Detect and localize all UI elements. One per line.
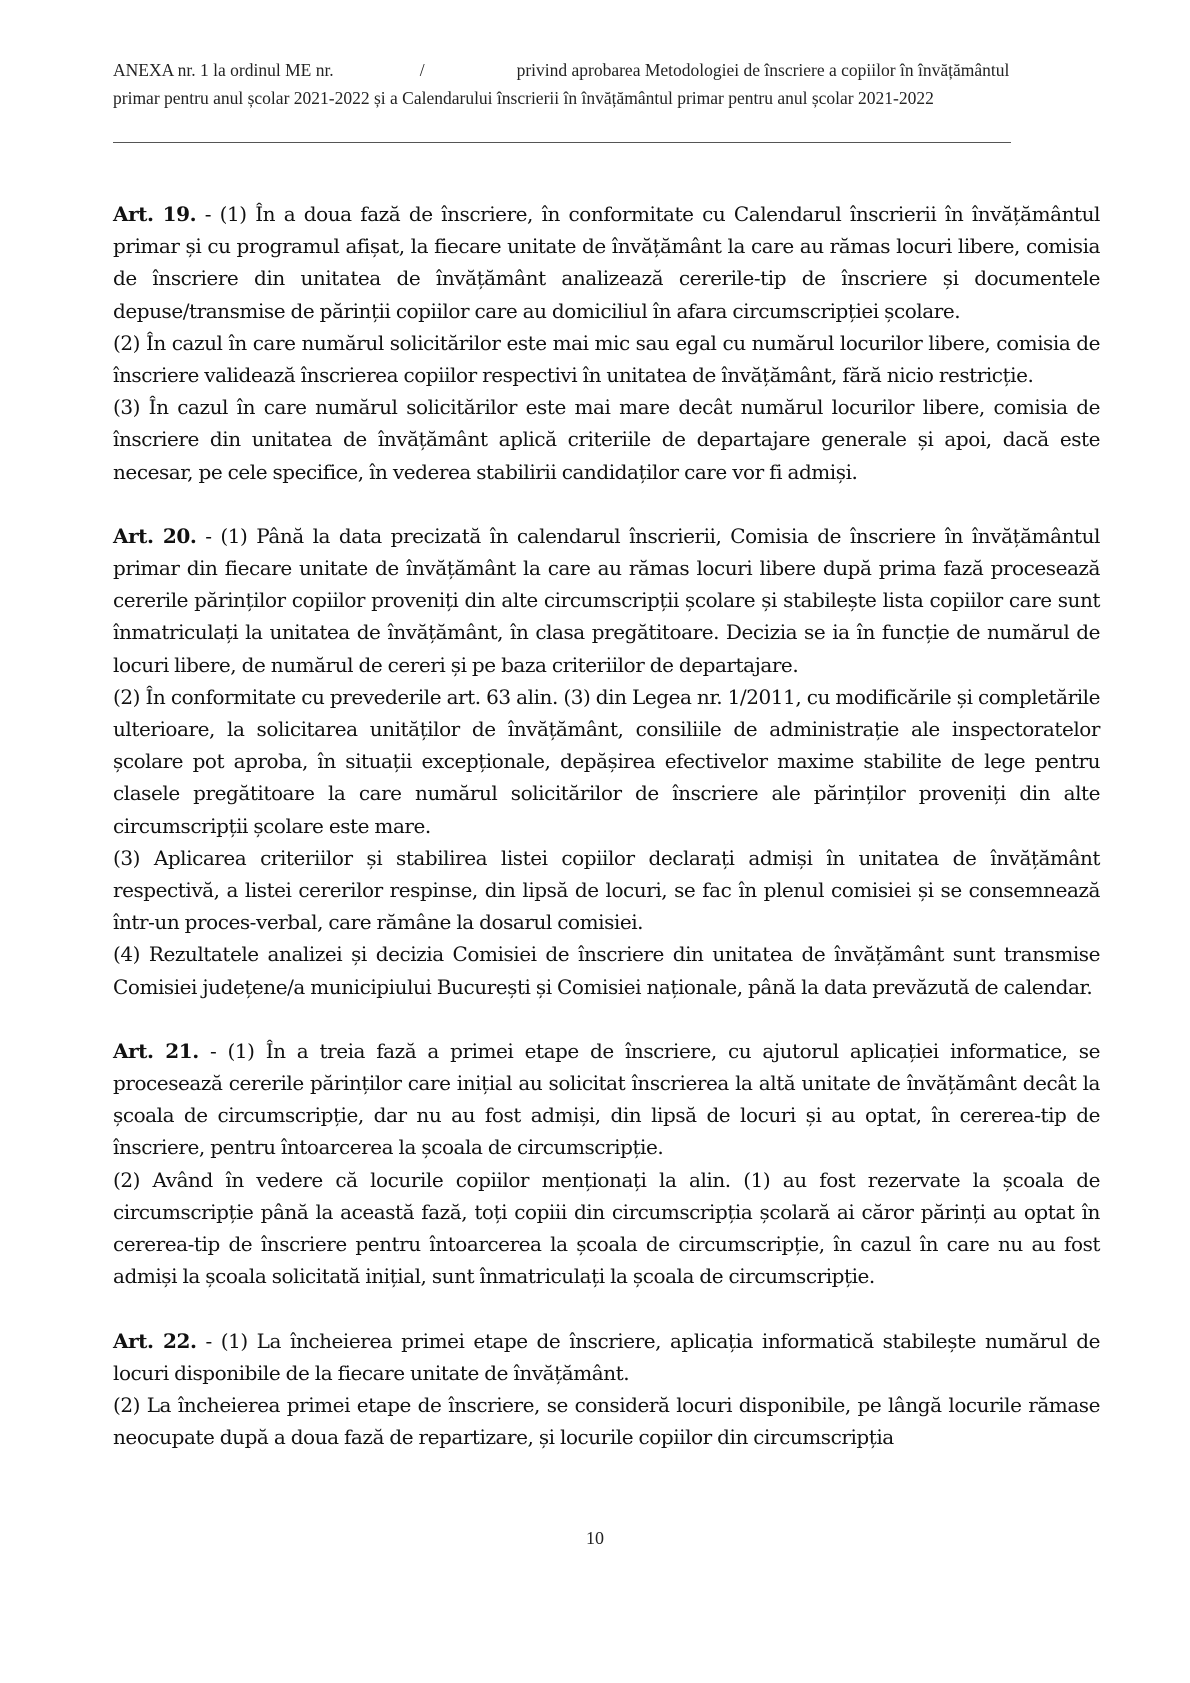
article-paragraph: (2) Având în vedere că locurile copiilor menționați la alin. (1) au fost rezervate la școala de circumscripție până la această fază, toți copiii din circumscripția școlară ai căror părinți au optat în cererea-tip de înscriere pentru întoarcerea la școala de circumscripție, în cazul în care nu au fost admiși la școala solicitată inițial, sunt înmatriculați la școala de circumscripție. <box>113 1167 1100 1289</box>
article-paragraph <box>113 198 1100 327</box>
article-paragraph <box>113 1325 1100 1389</box>
article-22 <box>113 1325 1100 1454</box>
header-annex-label: ANEXA nr. 1 la ordinul ME nr. <box>113 60 334 80</box>
article-label: Art. 19. <box>113 202 197 226</box>
article-20 <box>113 520 1100 1003</box>
article-label: Art. 20. <box>113 523 197 548</box>
article-paragraph: (2) În conformitate cu prevederile art. 63 alin. (3) din Legea nr. 1/2011, cu modificările și completările ulterioare, la solicitarea unităților de învățământ, consiliile de administrație ale inspectoratelor școlare pot aproba, în situații excepționale, depășirea efectivelor maxime stabilite de lege pentru clasele pregătitoare la care numărul solicitărilor de înscriere ale părinților proveniți din alte circumscripții școlare este mare. <box>113 684 1100 838</box>
article-paragraph: (3) În cazul în care numărul solicitărilor este mai mare decât numărul locurilor libere, comisia de înscriere din unitatea de învățământ aplică criteriile de departajare generale și apoi, dacă este necesar, pe cele specifice, în vederea stabilirii candidaților care vor fi admiși. <box>113 395 1100 484</box>
article-paragraph: (2) În cazul în care numărul solicitărilor este mai mic sau egal cu numărul locurilor libere, comisia de înscriere validează înscrierea copiilor respectivi în unitatea de învățământ, fără nicio restricție. <box>113 330 1100 388</box>
article-paragraph <box>113 1035 1100 1164</box>
article-text: - (1) Până la data precizată în calendarul înscrierii, Comisia de înscriere în învățământul primar din fiecare unitate de învățământ la care au rămas locuri libere după prima fază procesează cererile părinților copiilor proveniți din alte circumscripții școlare și stabilește lista copiilor care sunt înmatriculați la unitatea de învățământ, în clasa pregătitoare. Decizia se ia în funcție de numărul de locuri libere, de numărul de cereri și pe baza criteriilor de departajare. <box>113 523 1100 677</box>
article-paragraph <box>113 520 1100 681</box>
article-text: - (1) La încheierea primei etape de înscriere, aplicația informatică stabilește numărul de locuri disponibile de la fiecare unitate de învățământ. <box>113 1328 1100 1385</box>
article-19 <box>113 198 1100 488</box>
header-title-start: privind aprobarea Metodologiei de înscriere a copiilor în învățământul <box>516 60 1010 80</box>
article-paragraph: (2) La încheierea primei etape de înscriere, se consideră locuri disponibile, pe lângă locurile rămase neocupate după a doua fază de repartizare, și locurile copiilor din circumscripția <box>113 1392 1100 1450</box>
article-21 <box>113 1035 1100 1293</box>
header-divider <box>113 142 1011 143</box>
article-label: Art. 21. <box>113 1038 199 1063</box>
page-number: 10 <box>586 1528 604 1548</box>
header-line-2: primar pentru anul școlar 2021-2022 și a Calendarului înscrierii în învățământul primar pentru anul școlar 2021-2022 <box>113 88 934 108</box>
page-header <box>113 56 1113 112</box>
article-paragraph: (4) Rezultatele analizei și decizia Comisiei de înscriere din unitatea de învățământ sunt transmise Comisiei județene/a municipiului București și Comisiei naționale, până la data prevăzută de calendar. <box>113 942 1100 999</box>
article-label: Art. 22. <box>113 1328 197 1353</box>
document-body <box>113 198 1100 1485</box>
header-order-slash: / <box>419 60 425 80</box>
article-text: - (1) În a doua fază de înscriere, în conformitate cu Calendarul înscrierii în învățământul primar și cu programul afișat, la fiecare unitate de învățământ la care au rămas locuri libere, comisia de înscriere din unitatea de învățământ analizează cererile-tip de înscriere și documentele depuse/transmise de părinții copiilor care au domiciliul în afara circumscripției școlare. <box>113 202 1100 323</box>
article-paragraph: (3) Aplicarea criteriilor și stabilirea listei copiilor declarați admiși în unitatea de învățământ respectivă, a listei cererilor respinse, din lipsă de locuri, se fac în plenul comisiei și se consemnează într-un proces-verbal, care rămâne la dosarul comisiei. <box>113 845 1100 935</box>
header-line-1 <box>113 56 1113 84</box>
article-text: - (1) În a treia fază a primei etape de înscriere, cu ajutorul aplicației informatice, se procesează cererile părinților care inițial au solicitat înscrierea la altă unitate de învățământ decât la școala de circumscripție, dar nu au fost admiși, din lipsă de locuri și au optat, în cererea-tip de înscriere, pentru întoarcerea la școala de circumscripție. <box>113 1038 1100 1160</box>
